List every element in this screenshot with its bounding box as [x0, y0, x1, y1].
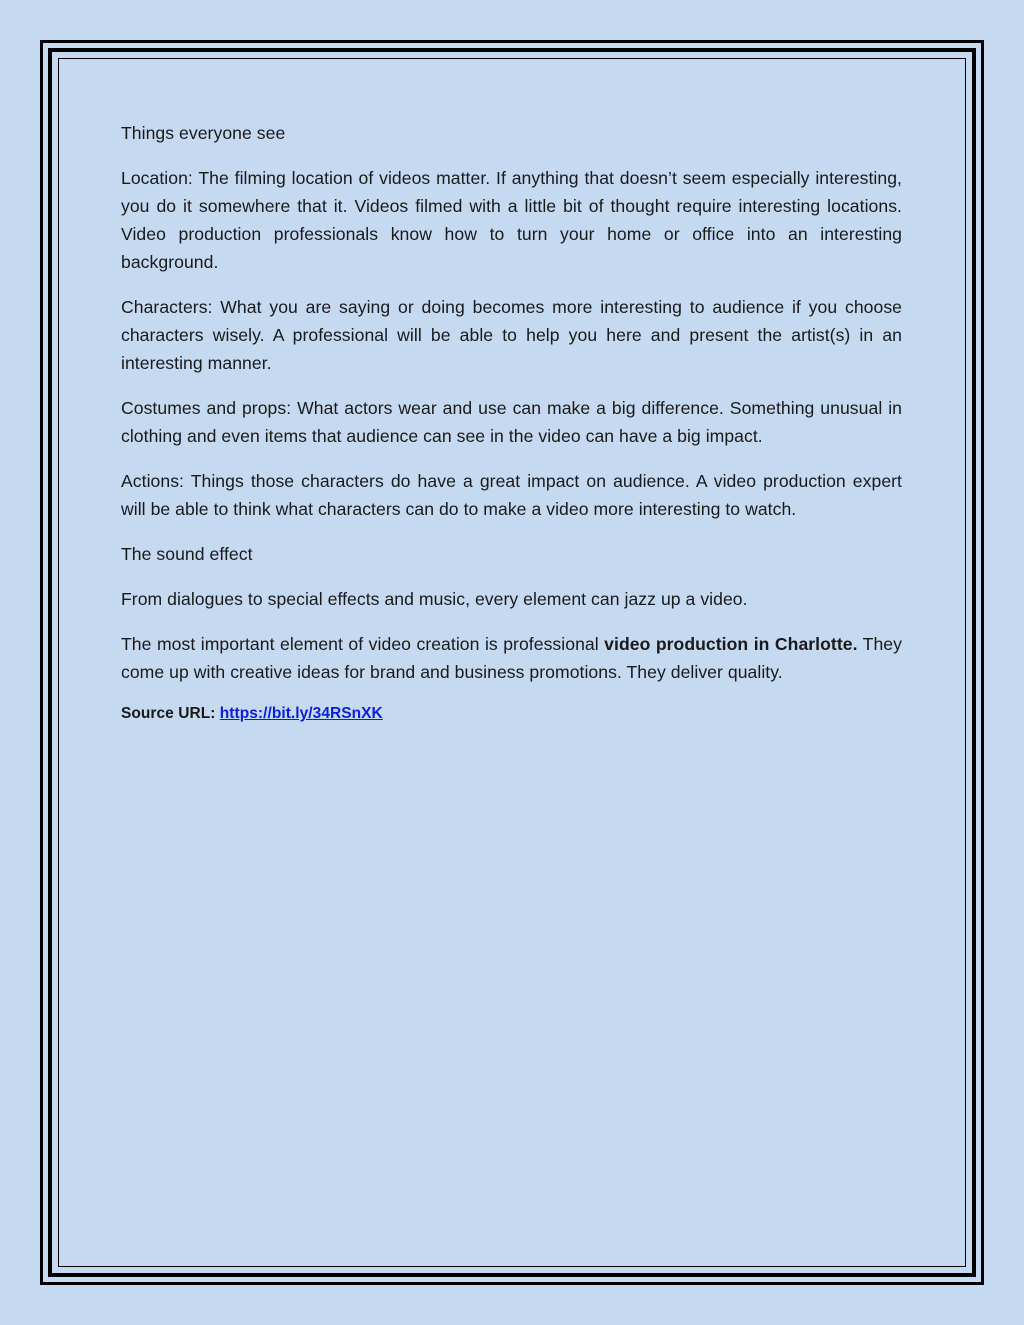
- source-link[interactable]: https://bit.ly/34RSnXK: [219, 705, 383, 722]
- paragraph-actions: Actions: Things those characters do have a great impact on audience. A video production expert will be able to think what characters can do to make a video more interesting to watch.: [121, 471, 902, 519]
- paragraph-closing: [121, 630, 902, 686]
- closing-text-bold: video production in Charlotte.: [604, 634, 858, 654]
- section-heading-sound-effect: The sound effect: [121, 544, 253, 564]
- closing-text-end: They come up with creative ideas for brand and business promotions. They deliver quality.: [121, 634, 902, 682]
- source-label: Source URL:: [121, 705, 220, 722]
- paragraph-location: Location: The filming location of videos matter. If anything that doesn’t seem especially interesting, you do it somewhere that it. Videos filmed with a little bit of thought require interesting locations. Video production professionals know how to turn your home or office into an interesting background.: [121, 168, 902, 272]
- paragraph-costumes: Costumes and props: What actors wear and use can make a big difference. Something unusual in clothing and even items that audience can see in the video can have a big impact.: [121, 398, 902, 446]
- source-line: [121, 703, 902, 725]
- paragraph-dialogues: From dialogues to special effects and music, every element can jazz up a video.: [121, 589, 748, 609]
- paragraph-characters: Characters: What you are saying or doing becomes more interesting to audience if you choose characters wisely. A professional will be able to help you here and present the artist(s) in an interesting manner.: [121, 297, 902, 373]
- document-body: [121, 119, 902, 742]
- section-heading-things-everyone-see: Things everyone see: [121, 123, 286, 143]
- closing-text-start: The most important element of video creation is professional: [121, 634, 605, 654]
